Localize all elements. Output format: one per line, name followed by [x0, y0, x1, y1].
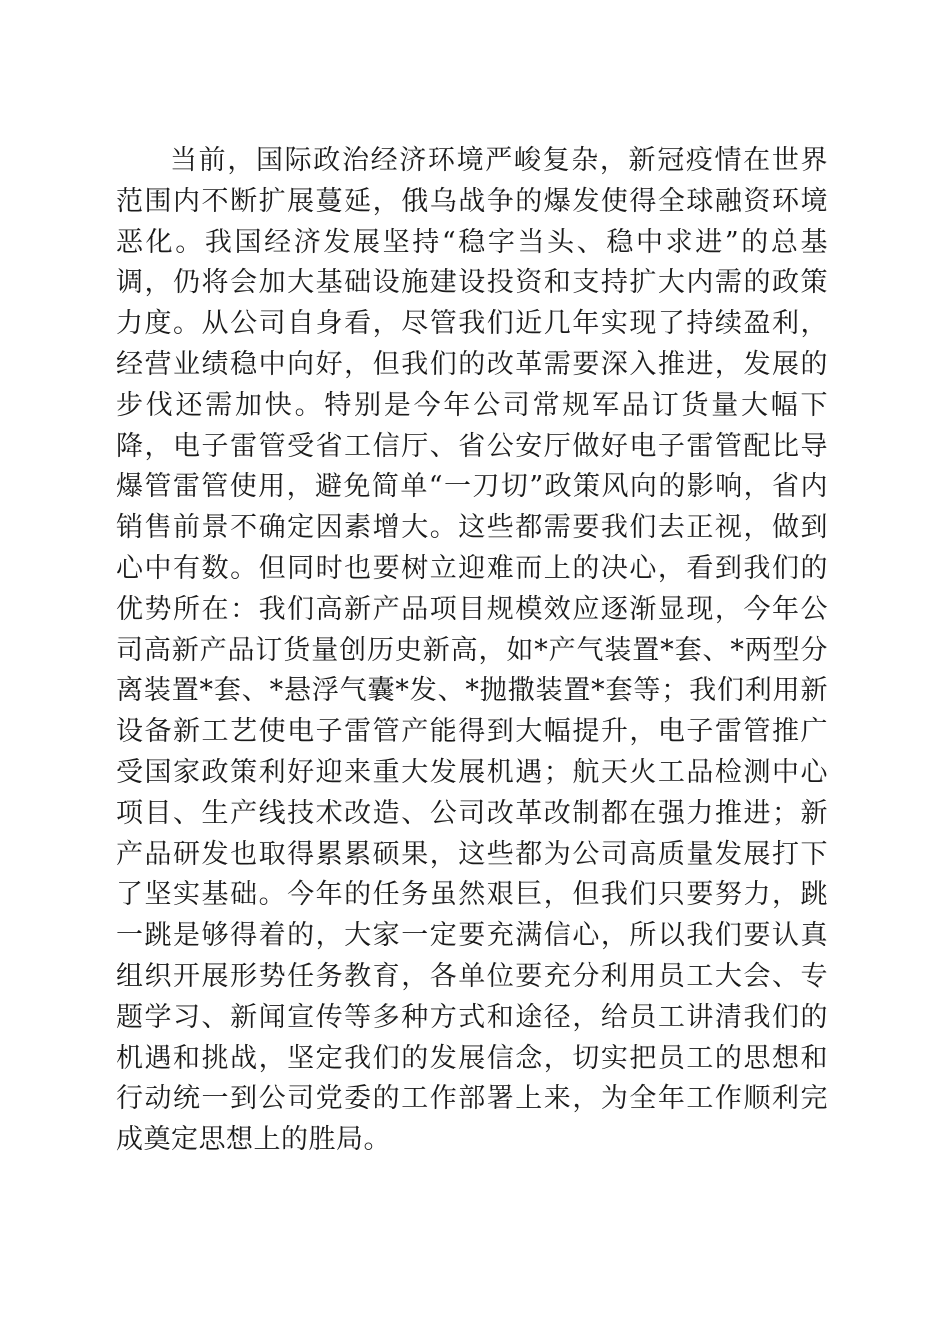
- body-paragraph: 当前，国际政治经济环境严峻复杂，新冠疫情在世界范围内不断扩展蔓延，俄乌战争的爆发使得全球融资环境恶化。我国经济发展坚持“稳字当头、稳中求进”的总基调，仍将会加大基础设施建设投资和支持扩大内需的政策力度。从公司自身看，尽管我们近几年实现了持续盈利，经营业绩稳中向好，但我们的改革需要深入推进，发展的步伐还需加快。特别是今年公司常规军品订货量大幅下降，电子雷管受省工信厅、省公安厅做好电子雷管配比导爆管雷管使用，避免简单“一刀切”政策风向的影响，省内销售前景不确定因素增大。这些都需要我们去正视，做到心中有数。但同时也要树立迎难而上的决心，看到我们的优势所在：我们高新产品项目规模效应逐渐显现，今年公司高新产品订货量创历史新高，如*产气装置*套、*两型分离装置*套、*悬浮气囊*发、*抛撒装置*套等；我们利用新设备新工艺使电子雷管产能得到大幅提升，电子雷管推广受国家政策利好迎来重大发展机遇；航天火工品检测中心项目、生产线技术改造、公司改革改制都在强力推进；新产品研发也取得累累硕果，这些都为公司高质量发展打下了坚实基础。今年的任务虽然艰巨，但我们只要努力，跳一跳是够得着的，大家一定要充满信心，所以我们要认真组织开展形势任务教育，各单位要充分利用员工大会、专题学习、新闻宣传等多种方式和途径，给员工讲清我们的机遇和挑战，坚定我们的发展信念，切实把员工的思想和行动统一到公司党委的工作部署上来，为全年工作顺利完成奠定思想上的胜局。: [116, 145, 828, 1156]
